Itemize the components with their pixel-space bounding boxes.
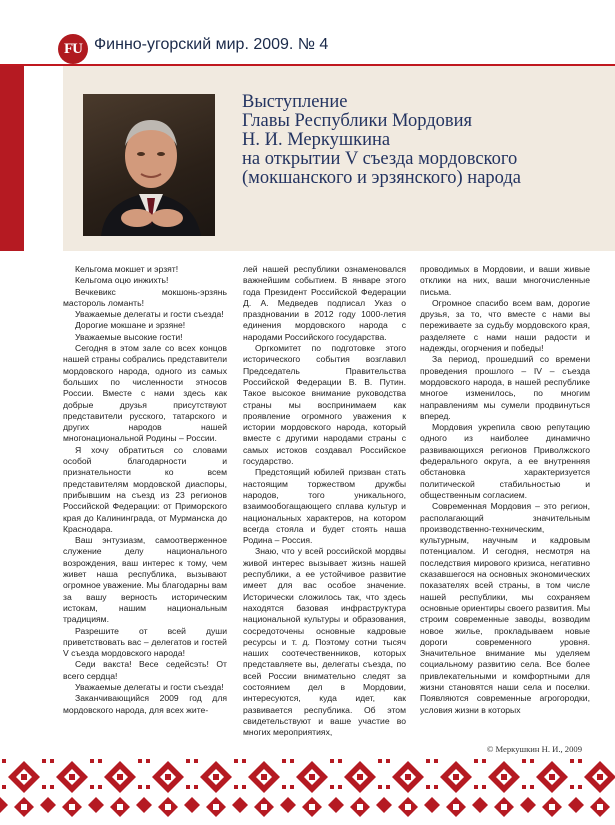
article-title	[242, 93, 602, 188]
paragraph: Заканчивающийся 2009 год для мордовского народа, для всех жите-	[63, 693, 227, 715]
page-number: 4	[8, 249, 16, 264]
title-line: на открытии V съезда мордовского	[242, 149, 518, 169]
paragraph: Мордовия укрепила свою репутацию одного из наиболее динамично развивающихся регионов Приволжского федерального округа, а ее внутренняя обстановка характеризуется политической стабильностью и общественным согласием.	[420, 422, 590, 500]
paragraph: Вечкевикс мокшонь-эрзянь мастороль ломанть!	[63, 286, 227, 308]
paragraph: За период, прошедший со времени проведения прошлого – IV – съезда мордовского народа, в нашей республике многое изменилось, по многим направлениям мы сумели продвинуться вперед.	[420, 354, 590, 421]
masthead	[0, 30, 615, 66]
article-body	[63, 264, 590, 744]
column-3	[420, 264, 590, 716]
title-line: Главы Республики Мордовия	[242, 111, 473, 131]
copyright: © Меркушкин Н. И., 2009	[486, 744, 582, 754]
paragraph: Кельгома мокшет и эрзят!	[75, 264, 179, 274]
title-line: Н. И. Меркушкина	[242, 130, 391, 150]
title-line: Выступление	[242, 92, 348, 112]
column-2	[243, 264, 406, 738]
column-1	[63, 264, 227, 716]
paragraph: Седи вакста! Весе седейсэть! От всего сердца!	[63, 659, 227, 681]
folk-ornament-border	[0, 755, 615, 820]
paragraph: Дорогие мокшане и эрзяне!	[75, 320, 186, 331]
paragraph: Уважаемые делегаты и гости съезда!	[75, 309, 224, 320]
title-line: (мокшанского и эрзянского) народа	[242, 168, 522, 188]
paragraph: проводимых в Мордовии, и ваши живые отклики на них, ваши многочисленные письма.	[420, 264, 590, 297]
paragraph: Огромное спасибо всем вам, дорогие друзья, за то, что вместе с нами вы переживаете за судьбу мордовского края, разделяете с нами наши радости и надежды, огорчения и победы!	[420, 297, 590, 354]
paragraph: Разрешите от всей души приветствовать вас – делегатов и гостей V съезда мордовского народа!	[63, 625, 227, 659]
journal-logo: FU	[58, 34, 88, 64]
paragraph: Предстоящий юбилей призван стать настоящим торжеством дружбы народов, того уникального, взаимообогащающего сплава культур и национальных характеров, на котором всегда стояла и будет стоять наша Родина – Россия.	[243, 467, 406, 546]
journal-title: Финно-угорский мир. 2009. № 4	[94, 36, 329, 53]
paragraph: Уважаемые высокие гости!	[75, 331, 183, 342]
paragraph: Уважаемые делегаты и гости съезда!	[75, 681, 224, 692]
paragraph: Современная Мордовия – это регион, располагающий значительным производственно-техническим, культурным, научным и кадровым потенциалом. И сегодня, несмотря на последствия мирового кризиса, негативно сказавшегося на основных экономических показателях всей страны, в том числе нашей республики, мы сохраняем основные ориентиры своего развития. Мы строим современные заводы, возводим новое жилье, прокладываем новые дороги современного уровня. Значительное внимание мы уделяем социальному развитию села. Все более привлекательными и комфортными для жизни становятся наши села и поселки. Появляются современные агрогородки, условия жизни в которых	[420, 501, 590, 715]
paragraph: Сегодня в этом зале со всех концов нашей страны собрались представители мордовского народа, одного из самых больших по численности этносов России. Вместе с нами здесь как добрые друзья присутствуют представители русского, татарского и других народов нашей многонациональной Родины – России.	[63, 343, 227, 444]
page-tab	[0, 66, 24, 264]
paragraph: Я хочу обратиться со словами особой благодарности и признательности ко всем представителям мордовской диаспоры, прибывшим на съезд из 23 регионов Российской Федерации: от Приморского края до Калининграда, от Мурманска до Краснодара.	[63, 444, 227, 534]
author-photo	[83, 94, 215, 236]
paragraph: Кельгома оцю инжихть!	[75, 275, 169, 286]
paragraph: Ваш энтузиазм, самоотверженное служение делу национального возрождения, ваш интерес к тому, чем живет наша республика, вызывают огромное уважение. Мы благодарны вам за вашу верность историческим истокам, нашим национальным традициям.	[63, 535, 227, 625]
paragraph: лей нашей республики ознаменовался важнейшим событием. В январе этого года Президент Российской Федерации Д. А. Медведев подписал Указ о праздновании в 2012 году 1000-летия единения мордовского народа с народами Российского государства.	[243, 264, 406, 342]
paragraph: Знаю, что у всей российской мордвы живой интерес вызывает жизнь нашей республики, а ее устойчивое развитие имеет для вас особое значение. Исторически сложилось так, что здесь находятся базовая инфраструктура национальной культуры и образования, сосредоточены основные кадровые ресурсы и т. д. Поэтому сотни тысяч наших соотечественников, которых представляете вы, делегаты съезда, по всей России внимательно следят за состоянием дел в Мордовии, интересуются, куда идет, как развивается республика. Об этом свидетельствуют и ваше участие во многих мероприятиях,	[243, 546, 406, 738]
paragraph: Оргкомитет по подготовке этого исторического события возглавил Председатель Правительства Российской Федерации В. В. Путин. Такое высокое внимание руководства страны мы воспринимаем как проявление огромного уважения к истории мордовского народа, который вместе с другими народами страны с самых истоков создавал Российское государство.	[243, 343, 406, 467]
